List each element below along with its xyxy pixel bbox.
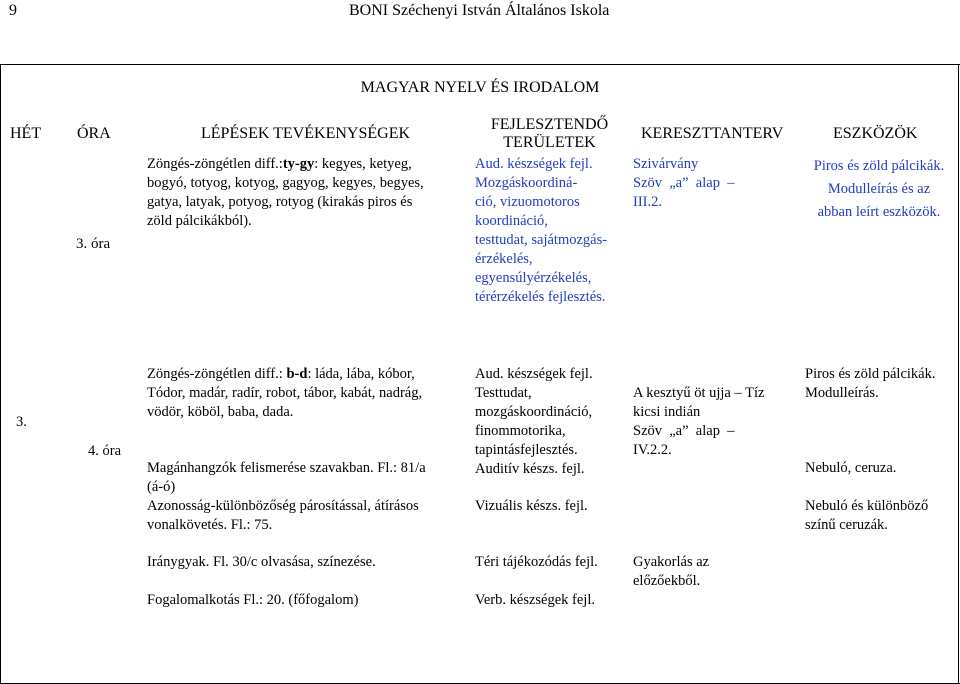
row1-dev-line: testtudat, sajátmozgás- <box>475 232 608 248</box>
col-header-fejlesztendo-line2: TERÜLETEK <box>503 134 596 151</box>
row1-cross-curriculum <box>633 155 734 212</box>
row1-tools-line: Piros és zöld pálcikák. <box>813 158 945 174</box>
row1-cross-line: Szivárvány <box>633 156 699 172</box>
row2-cross-line: kicsi indián <box>633 404 701 420</box>
table-right-border <box>958 64 959 684</box>
col-header-eszkozok: ESZKÖZÖK <box>833 125 918 142</box>
school-name: BONI Széchenyi István Általános Iskola <box>349 2 610 19</box>
row1-steps-bold: ty-gy <box>282 156 315 172</box>
row2-dev-areas <box>475 365 593 479</box>
col-header-fejlesztendo-line1: FEJLESZTENDŐ <box>490 116 609 133</box>
row2-dev-line: Verb. készségek fejl. <box>475 592 595 608</box>
row2-steps-bold: b-d <box>286 366 308 382</box>
row1-cross-line: III.2. <box>633 194 662 210</box>
row1-steps-text2: : kegyes, ketyeg, <box>314 156 412 172</box>
row2-cross-curriculum <box>633 384 764 460</box>
col-header-kerettanterv: KERESZTTANTERV <box>641 125 784 142</box>
row2-ora: 4. óra <box>88 443 122 459</box>
row1-steps-line4: zöld pálcikákból). <box>147 213 252 229</box>
table-left-border <box>0 64 1 684</box>
row1-dev-line: Mozgáskoordiná- <box>475 175 578 191</box>
table-top-border <box>0 64 960 65</box>
row2-steps-text1: Zöngés-zöngétlen diff.: <box>147 366 287 382</box>
row2-het: 3. <box>16 414 27 430</box>
row2-steps-text2: : láda, lába, kóbor, <box>307 366 415 382</box>
row1-tools-line: Modulleírás és az <box>827 181 931 197</box>
row2-dev-line: Vizuális készs. fejl. <box>475 498 588 514</box>
row2-dev-line: finommotorika, <box>475 423 566 439</box>
row1-tools <box>800 155 958 224</box>
row2-cross-line: IV.2.2. <box>633 442 672 458</box>
row2-steps-line4: Magánhangzók felismerése szavakban. Fl.: 81/a <box>147 460 426 476</box>
row2-cross-practice <box>633 553 709 591</box>
row1-steps-line2: bogyó, totyog, kotyog, gagyog, kegyes, begyes, <box>147 175 424 191</box>
row2-tools-line: Modulleírás. <box>805 385 879 401</box>
row2-cross-line: Szöv „a” alap – <box>633 423 735 439</box>
row1-ora: 3. óra <box>76 236 111 252</box>
row1-tools-line: abban leírt eszközök. <box>817 204 941 220</box>
table-title: MAGYAR NYELV ÉS IRODALOM <box>360 79 600 96</box>
row2-steps-line7: vonalkövetés. Fl.: 75. <box>147 517 273 533</box>
row1-cross-line: Szöv „a” alap – <box>633 175 735 191</box>
row2-tools <box>805 365 935 403</box>
row2-tools-line: Piros és zöld pálcikák. <box>805 366 936 382</box>
row2-tools-line: színű ceruzák. <box>805 517 888 533</box>
row2-steps-line5: (á-ó) <box>147 479 176 495</box>
row1-dev-areas <box>475 155 607 307</box>
row2-steps-line9: Fogalomalkotás Fl.: 20. (főfogalom) <box>147 592 359 608</box>
row1-dev-line: egyensúlyérzékelés, <box>475 270 592 286</box>
row2-dev-line: Testtudat, <box>475 385 532 401</box>
row2-tools-b <box>805 497 928 535</box>
row2-dev-line: Aud. készségek fejl. <box>475 366 593 382</box>
row2-dev-line: tapintásfejlesztés. <box>475 442 578 458</box>
col-header-het: HÉT <box>10 125 42 142</box>
row1-dev-line: koordináció, <box>475 213 548 229</box>
row2-steps-line6: Azonosság-különbözőség párosítással, átírásos <box>147 498 419 514</box>
row1-dev-line: érzékelés, <box>475 251 533 267</box>
row2-steps <box>147 365 422 422</box>
row1-steps-line1 <box>147 155 424 174</box>
row2-steps-line1 <box>147 365 422 384</box>
row2-cross-line: Gyakorlás az <box>633 554 710 570</box>
row1-dev-line: térérzékelés fejlesztés. <box>475 289 606 305</box>
row2-dev-line: mozgáskoordináció, <box>475 404 593 420</box>
row1-dev-line: ció, vizuomotoros <box>475 194 580 210</box>
page-number: 9 <box>9 2 17 19</box>
row1-dev-line: Aud. készségek fejl. <box>475 156 593 172</box>
row1-steps-line3: gatya, latyak, potyog, rotyog (kirakás piros és <box>147 194 413 210</box>
row2-steps-b <box>147 459 426 535</box>
row2-cross-line: előzőekből. <box>633 573 701 589</box>
row2-tools-line: Nebuló, ceruza. <box>805 460 897 476</box>
row2-tools-line: Nebuló és különböző <box>805 498 929 514</box>
row1-steps-text1: Zöngés-zöngétlen diff.: <box>147 156 283 172</box>
row2-steps-line8: Iránygyak. Fl. 30/c olvasása, színezése. <box>147 554 376 570</box>
row2-steps-line3: vödör, köböl, baba, dada. <box>147 404 294 420</box>
row2-steps-line2: Tódor, madár, radír, robot, tábor, kabát, nadrág, <box>147 385 423 401</box>
row1-steps <box>147 155 424 231</box>
col-header-fejlesztendo <box>475 116 624 152</box>
row2-cross-line: A kesztyű öt ujja – Tíz <box>633 385 765 401</box>
col-header-ora: ÓRA <box>77 125 111 142</box>
col-header-lepesek: LÉPÉSEK TEVÉKENYSÉGEK <box>201 125 411 142</box>
row2-dev-line: Auditív készs. fejl. <box>475 461 585 477</box>
row2-dev-line: Téri tájékozódás fejl. <box>475 554 598 570</box>
